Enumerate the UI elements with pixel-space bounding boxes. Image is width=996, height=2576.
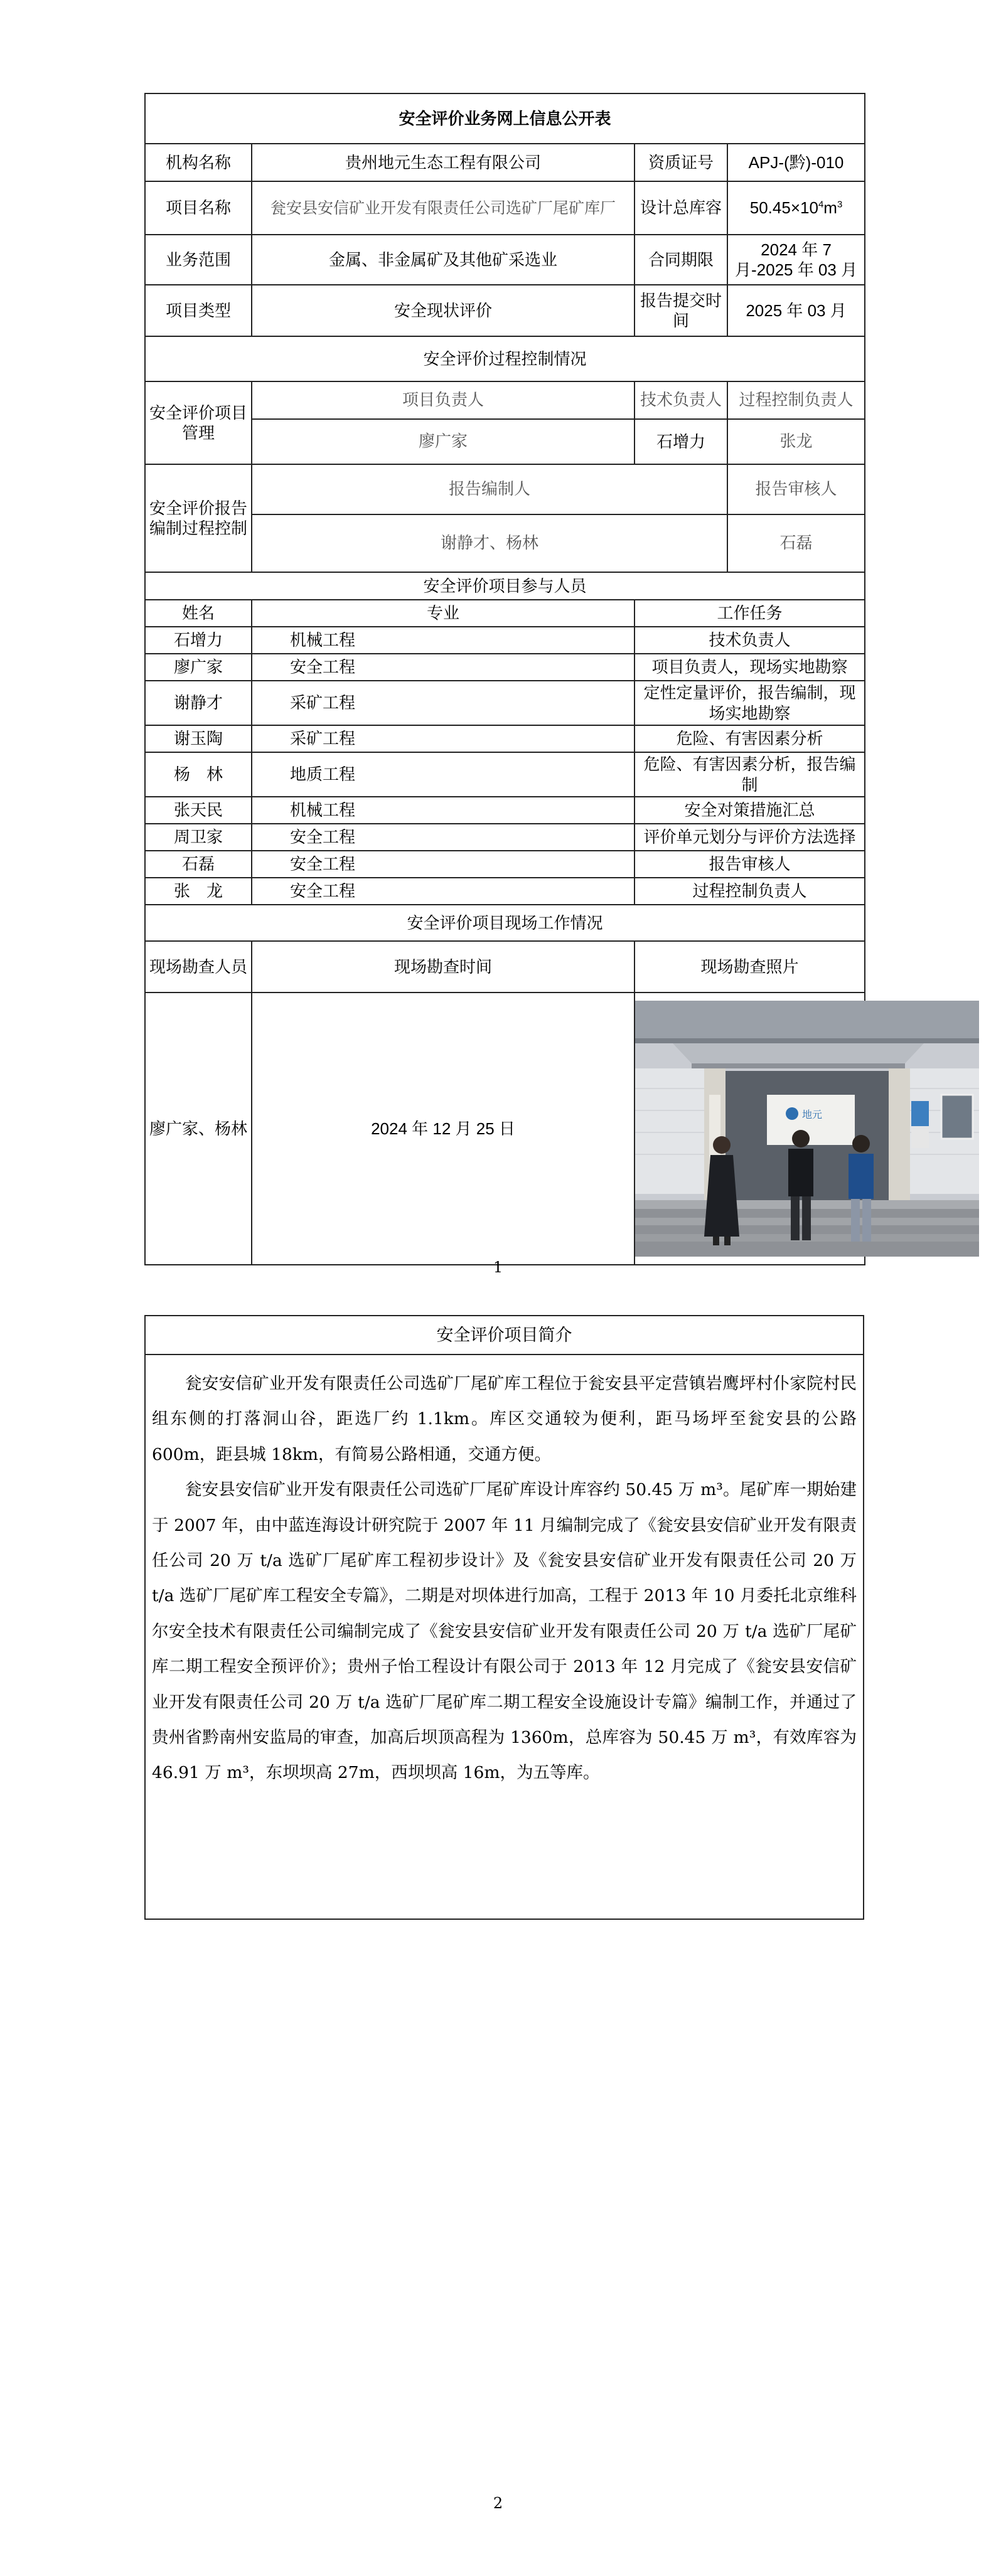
col-header-major: 专业 xyxy=(252,600,635,627)
table-row: 谢静才 采矿工程 定性定量评价，报告编制，现场实地勘察 xyxy=(145,681,865,725)
capacity-label: 设计总库容 xyxy=(635,181,727,235)
mgmt-value-project-lead: 廖广家 xyxy=(252,419,635,464)
table-row: 张天民 机械工程 安全对策措施汇总 xyxy=(145,797,865,824)
intro-body xyxy=(146,1355,863,1791)
scope-label: 业务范围 xyxy=(145,235,252,285)
page-number: 1 xyxy=(493,1259,503,1276)
org-label: 机构名称 xyxy=(145,144,252,181)
report-value-reviewer: 石磊 xyxy=(727,514,865,572)
col-header-name: 姓名 xyxy=(145,600,252,627)
contract-label: 合同期限 xyxy=(635,235,727,285)
mgmt-header-process-lead: 过程控制负责人 xyxy=(727,381,865,419)
submit-label: 报告提交时间 xyxy=(635,285,727,336)
org-value: 贵州地元生态工程有限公司 xyxy=(252,144,635,181)
mgmt-value-process-lead: 张龙 xyxy=(727,419,865,464)
capacity-value: $50.45\times 10^4m^3$ xyxy=(727,181,865,235)
site-section-title: 安全评价项目现场工作情况 xyxy=(145,905,865,941)
site-time-label: 现场勘查时间 xyxy=(252,941,635,993)
mgmt-header-project-lead: 项目负责人 xyxy=(252,381,635,419)
info-disclosure-table xyxy=(144,93,865,1265)
intro-title: 安全评价项目简介 xyxy=(146,1316,863,1355)
table-row: 廖广家 安全工程 项目负责人，现场实地勘察 xyxy=(145,654,865,681)
table-title: 安全评价业务网上信息公开表 xyxy=(145,93,865,144)
project-value: 瓮安县安信矿业开发有限责任公司选矿厂尾矿库厂 xyxy=(252,181,635,235)
intro-paragraph: 瓮安县安信矿业开发有限责任公司选矿厂尾矿库设计库容约 50.45 万 m³。尾矿库一期始建于 2007 年，由中蓝连海设计研究院于 2007 年 11 月编制完成了《瓮安县安信矿业开发有限责任公司 20 万 t/a 选矿厂尾矿库工程初步设计》及《瓮安县安信矿业开发有限责任公司 20 万 t/a 选矿厂尾矿库工程安全专篇》，二期是对坝体进行加高，工程于 2013 年 10 月委托北京维科尔安全技术有限责任公司编制完成了《瓮安县安信矿业开发有限责任公司 20 万 t/a 选矿厂尾矿库二期工程安全预评价》；贵州子怡工程设计有限公司于 2013 年 12 月完成了《瓮安县安信矿业开发有限责任公司 20 万 t/a 选矿厂尾矿库二期工程安全设施设计专篇》编制工作，并通过了贵州省黔南州安监局的审查，加高后坝顶高程为 1360m，总库容为 50.45 万 m³，有效库容为 46.91 万 m³，东坝坝高 27m，西坝坝高 16m，为五等库。 xyxy=(152,1480,857,1783)
project-label: 项目名称 xyxy=(145,181,252,235)
mgmt-label: 安全评价项目管理 xyxy=(145,381,252,464)
intro-paragraph: 瓮安安信矿业开发有限责任公司选矿厂尾矿库工程位于瓮安县平定营镇岩鹰坪村仆家院村民组东侧的打落洞山谷，距选厂约 1.1km。库区交通较为便利，距马场坪至瓮安县的公路 600m，距县城 18km，有简易公路相通，交通方便。 xyxy=(152,1374,857,1464)
site-photo-label: 现场勘查照片 xyxy=(635,941,865,993)
type-label: 项目类型 xyxy=(145,285,252,336)
table-row: 杨 林 地质工程 危险、有害因素分析，报告编制 xyxy=(145,752,865,797)
type-value: 安全现状评价 xyxy=(252,285,635,336)
cert-label: 资质证号 xyxy=(635,144,727,181)
table-row: 石增力 机械工程 技术负责人 xyxy=(145,627,865,654)
project-intro-box xyxy=(144,1315,864,1920)
submit-value: 2025 年 03 月 xyxy=(727,285,865,336)
report-label: 安全评价报告编制过程控制 xyxy=(145,464,252,572)
members-section-title: 安全评价项目参与人员 xyxy=(145,572,865,600)
mgmt-value-tech-lead: 石增力 xyxy=(635,419,727,464)
report-value-author: 谢静才、杨林 xyxy=(252,514,727,572)
site-time-value: 2024 年 12 月 25 日 xyxy=(252,993,635,1265)
site-inspection-photo xyxy=(635,1001,979,1257)
site-people-value: 廖广家、杨林 xyxy=(145,993,252,1265)
table-row: 谢玉陶 采矿工程 危险、有害因素分析 xyxy=(145,725,865,752)
site-people-label: 现场勘查人员 xyxy=(145,941,252,993)
contract-value: 2024 年 7 月-2025 年 03 月 xyxy=(727,235,865,285)
cert-value: APJ-(黔)-010 xyxy=(727,144,865,181)
process-section-title: 安全评价过程控制情况 xyxy=(145,336,865,381)
site-photo-cell xyxy=(635,993,865,1265)
scope-value: 金属、非金属矿及其他矿采选业 xyxy=(252,235,635,285)
report-header-reviewer: 报告审核人 xyxy=(727,464,865,514)
page-number: 2 xyxy=(493,2494,503,2512)
table-row: 张 龙 安全工程 过程控制负责人 xyxy=(145,878,865,905)
report-header-author: 报告编制人 xyxy=(252,464,727,514)
table-row: 石磊 安全工程 报告审核人 xyxy=(145,851,865,878)
col-header-task: 工作任务 xyxy=(635,600,865,627)
mgmt-header-tech-lead: 技术负责人 xyxy=(635,381,727,419)
photo-sign-text: 地元 xyxy=(802,1109,823,1120)
table-row: 周卫家 安全工程 评价单元划分与评价方法选择 xyxy=(145,824,865,851)
